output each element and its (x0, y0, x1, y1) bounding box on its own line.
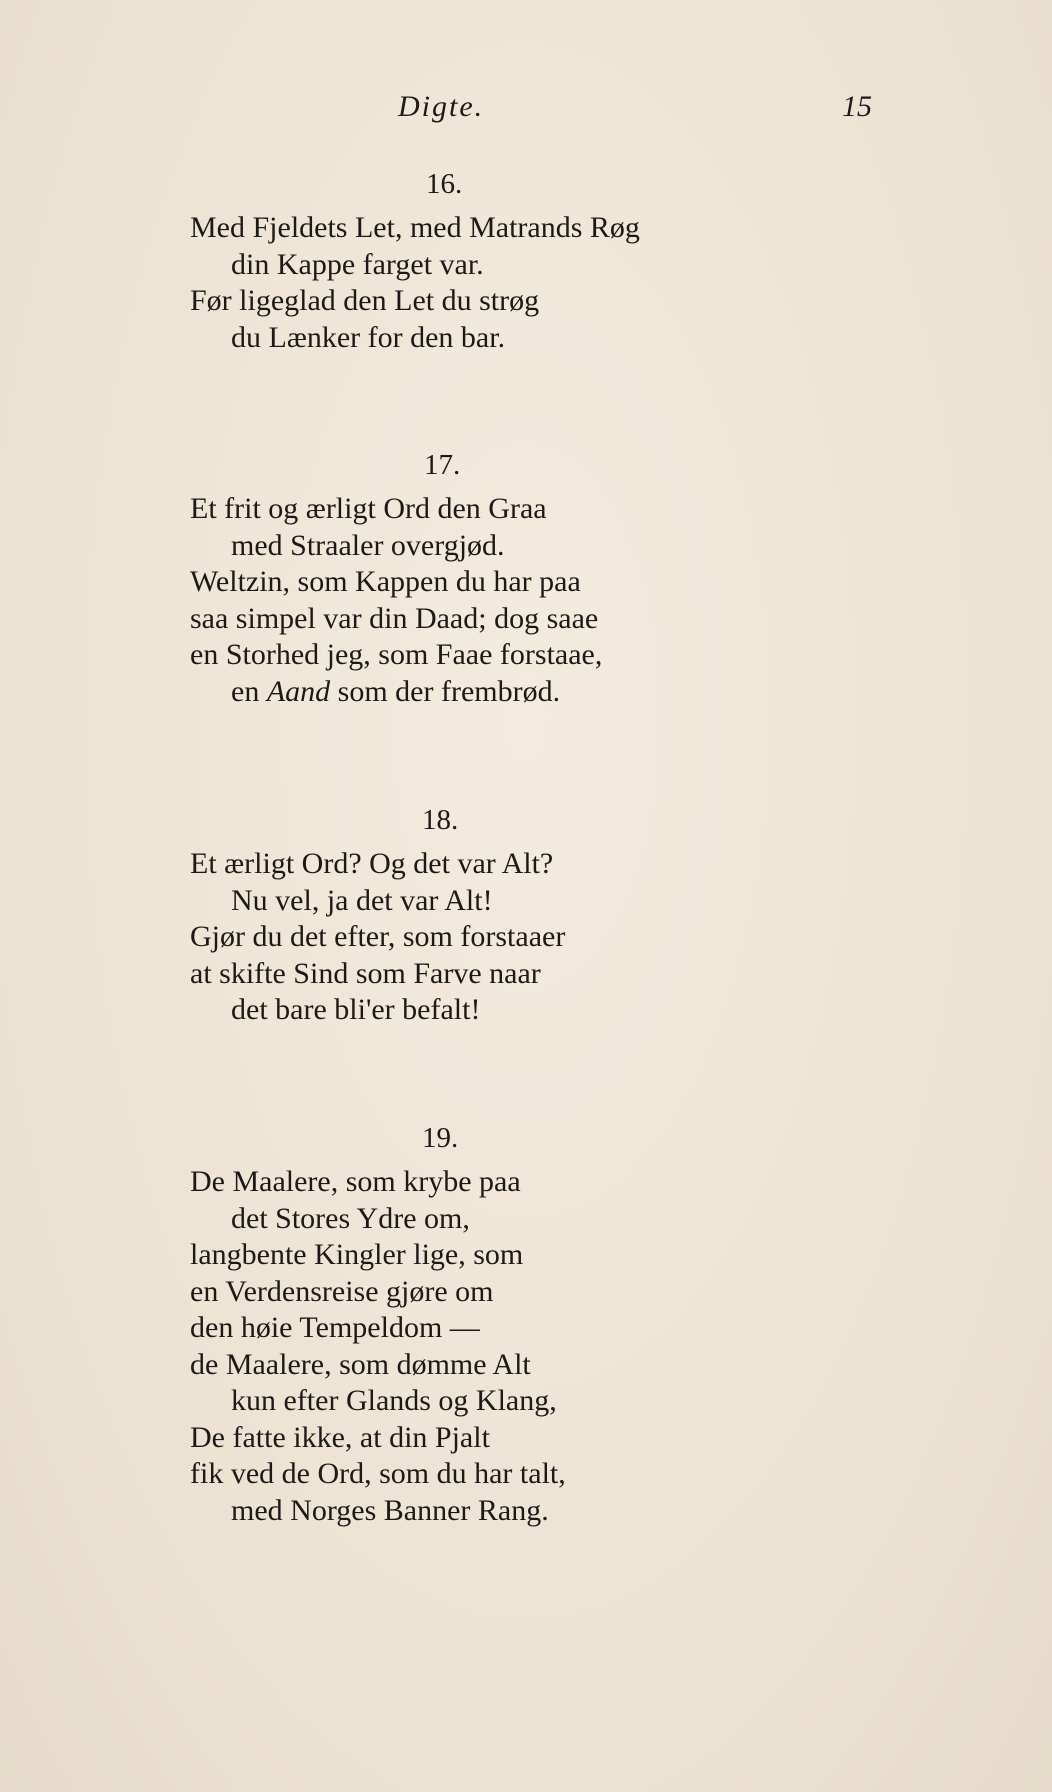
poem-18 (190, 800, 750, 1029)
poem-line: De fatte ikke, at din Pjalt (190, 1420, 490, 1454)
poem-line: Før ligeglad den Let du strøg (190, 284, 540, 317)
poem-line: din Kappe farget var. (231, 247, 484, 281)
poem-number: 16. (426, 168, 463, 200)
poem-number: 19. (422, 1122, 459, 1154)
poem-line: du Lænker for den bar. (231, 320, 506, 354)
poem-17 (190, 445, 750, 710)
poem-number: 18. (422, 804, 459, 836)
poem-line: kun efter Glands og Klang, (231, 1384, 557, 1417)
poem-line: med Norges Banner Rang. (231, 1493, 549, 1527)
page-number: 15 (842, 90, 872, 123)
poem-line: det Stores Ydre om, (231, 1201, 470, 1235)
poem-line: en Verdensreise gjøre om (190, 1274, 494, 1308)
poem-line: det bare bli'er befalt! (231, 993, 481, 1026)
poem-line: langbente Kingler lige, som (190, 1238, 524, 1271)
poem-line: den høie Tempeldom — (190, 1311, 480, 1344)
poem-number: 17. (424, 449, 461, 481)
poem-line: at skifte Sind som Farve naar (190, 956, 541, 990)
poem-line: Et ærligt Ord? Og det var Alt? (190, 847, 554, 880)
poem-line: De Maalere, som krybe paa (190, 1165, 521, 1198)
poem-line: Et frit og ærligt Ord den Graa (190, 492, 547, 525)
poem-line: med Straaler overgjød. (231, 528, 505, 562)
poem-16 (190, 164, 750, 356)
poem-line: Med Fjeldets Let, med Matrands Røg (190, 211, 640, 244)
poem-19 (190, 1118, 750, 1529)
poem-line: en Aand som der frembrød. (231, 674, 561, 708)
poem-line: de Maalere, som dømme Alt (190, 1347, 531, 1381)
running-header-title: Digte. (398, 90, 485, 123)
poem-line: Weltzin, som Kappen du har paa (190, 565, 581, 598)
poem-line: Nu vel, ja det var Alt! (231, 883, 493, 917)
poem-line: saa simpel var din Daad; dog saae (190, 601, 599, 635)
poem-line: fik ved de Ord, som du har talt, (190, 1457, 566, 1490)
italic-word: Aand (266, 674, 331, 708)
poem-line: en Storhed jeg, som Faae forstaae, (190, 638, 603, 671)
poem-line: Gjør du det efter, som forstaaer (190, 920, 566, 953)
